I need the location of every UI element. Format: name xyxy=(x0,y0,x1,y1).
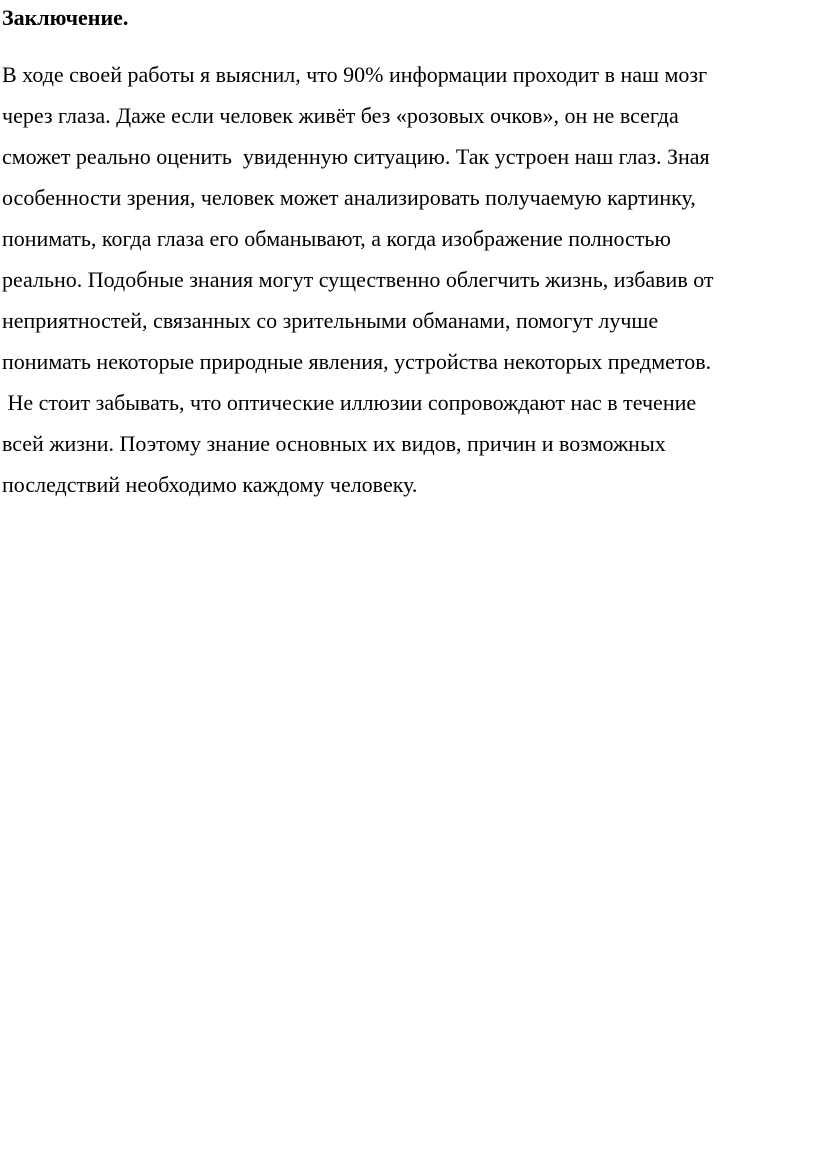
body-line: В ходе своей работы я выяснил, что 90% информации проходит в наш мозг xyxy=(2,62,708,87)
body-line: понимать, когда глаза его обманывают, а когда изображение полностью xyxy=(2,226,671,251)
body-line: Не стоит забывать, что оптические иллюзии сопровождают нас в течение xyxy=(2,390,697,415)
body-line: неприятностей, связанных со зрительными обманами, помогут лучше xyxy=(2,308,659,333)
document-body xyxy=(2,54,814,505)
body-line: последствий необходимо каждому человеку. xyxy=(2,472,418,497)
body-line: всей жизни. Поэтому знание основных их видов, причин и возможных xyxy=(2,431,666,456)
body-line: реально. Подобные знания могут существенно облегчить жизнь, избавив от xyxy=(2,267,714,292)
body-line: особенности зрения, человек может анализировать получаемую картинку, xyxy=(2,185,696,210)
body-line: понимать некоторые природные явления, устройства некоторых предметов. xyxy=(2,349,712,374)
body-line: сможет реально оценить увиденную ситуацию. Так устроен наш глаз. Зная xyxy=(2,144,710,169)
document-title: Заключение. xyxy=(2,5,129,30)
body-line: через глаза. Даже если человек живёт без «розовых очков», он не всегда xyxy=(2,103,679,128)
